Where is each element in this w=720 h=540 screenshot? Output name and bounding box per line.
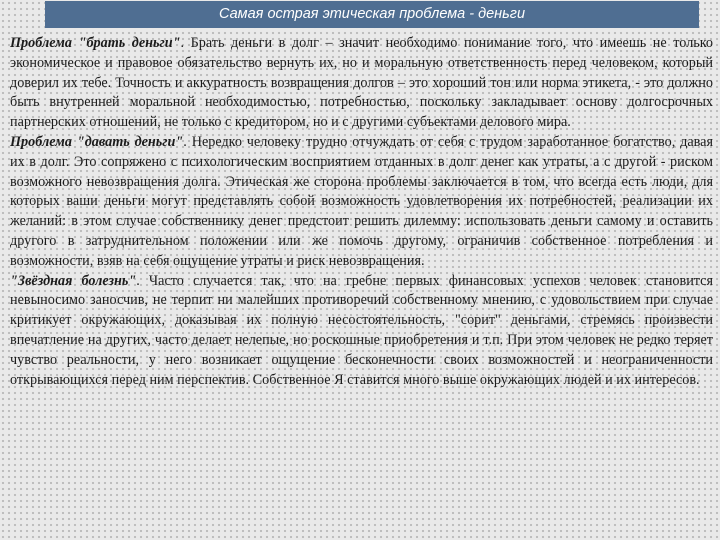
paragraph-text: . Брать деньги в долг – значит необходимо понимание того, что имеешь не только экономическое и правовое обязательство вернуть их, но и моральную ответственность перед человеком, который доверил их тебе. Точность и аккуратность возвращения долгов – это хороший тон или норма этикета, - это должно быть внутренней моральной необходимостью, потребностью, поскольку закладывает основу долгосрочных партнерских отношений, не только с кредитором, но и с другими субъектами делового мира. xyxy=(10,35,714,131)
slide-title: Самая острая этическая проблема - деньги xyxy=(45,1,699,28)
paragraph-star-disease xyxy=(10,272,713,391)
paragraph-lead: "Звёздная болезнь" xyxy=(10,272,137,289)
paragraph-text: . Часто случается так, что на гребне первых финансовых успехов человек становится невыносимо заносчив, не терпит ни малейших противоречий собственному мнению, с удовольствием при случае критикует окружающих, доказывая их полную несостоятельность, "сорит" деньгами, стремясь произвести впечатление на других, часто делает нелепые, но роскошные приобретения и т.п. При этом человек не редко теряет чувство реальности, у него возникает ощущение бесконечности своих возможностей и неограниченности открывающихся перед ним перспектив. Собственное Я ставится много выше окружающих людей и их интересов. xyxy=(10,272,713,388)
paragraph-lending-money xyxy=(10,133,713,272)
paragraph-lead: Проблема "давать деньги" xyxy=(10,133,184,150)
paragraph-borrowing-money xyxy=(10,34,713,133)
paragraph-lead: Проблема "брать деньги" xyxy=(10,35,181,51)
paragraph-text: . Нередко человеку трудно отчуждать от себя с трудом заработанное богатство, давая их в долг. Это сопряжено с психологическим восприятием отданных в долг денег как утраты, а с другой - риском возможного невозвращения долга. Этическая же сторона проблемы заключается в том, что всегда есть люди, для которых ваши деньги могут представлять собой возможность удовлетворения их потребностей, реализации их желаний: в этом случае собственнику денег предстоит решить дилемму: использовать деньги самому и оставить другого в затруднительном положении или же помочь другому, ограничив собственное потребления и возможности, взяв на себя ощущение утраты и риск невозвращения. xyxy=(10,133,713,269)
slide-body xyxy=(10,34,713,390)
